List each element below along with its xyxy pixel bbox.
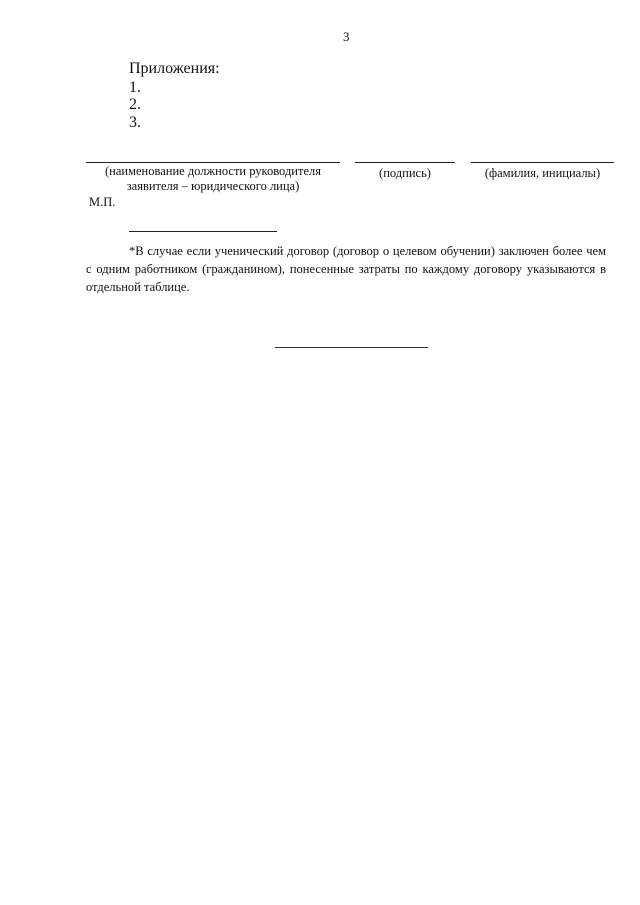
appendix-item: 2. [129, 96, 141, 113]
footnote-separator-line [129, 231, 277, 232]
position-caption-line-1: (наименование должности руководителя [105, 164, 321, 178]
end-of-document-line [275, 347, 428, 348]
position-caption-line-2: заявителя – юридического лица) [126, 179, 300, 193]
signature-caption: (подпись) [379, 166, 431, 180]
signature-line [355, 162, 455, 163]
appendices-title: Приложения: [129, 60, 220, 77]
position-signature-line [86, 162, 340, 163]
appendix-item: 1. [129, 79, 141, 96]
appendix-item: 3. [129, 114, 141, 131]
position-caption [86, 164, 340, 194]
stamp-placeholder: М.П. [89, 195, 116, 209]
page-number: 3 [343, 29, 350, 44]
name-signature-line [471, 162, 614, 163]
footnote-text: *В случае если ученический договор (договор о целевом обучении) заключен более чем с одним работником (гражданином), понесенные затраты по каждому договору указываются в отдельной таблице. [86, 244, 606, 294]
name-caption: (фамилия, инициалы) [484, 166, 601, 180]
